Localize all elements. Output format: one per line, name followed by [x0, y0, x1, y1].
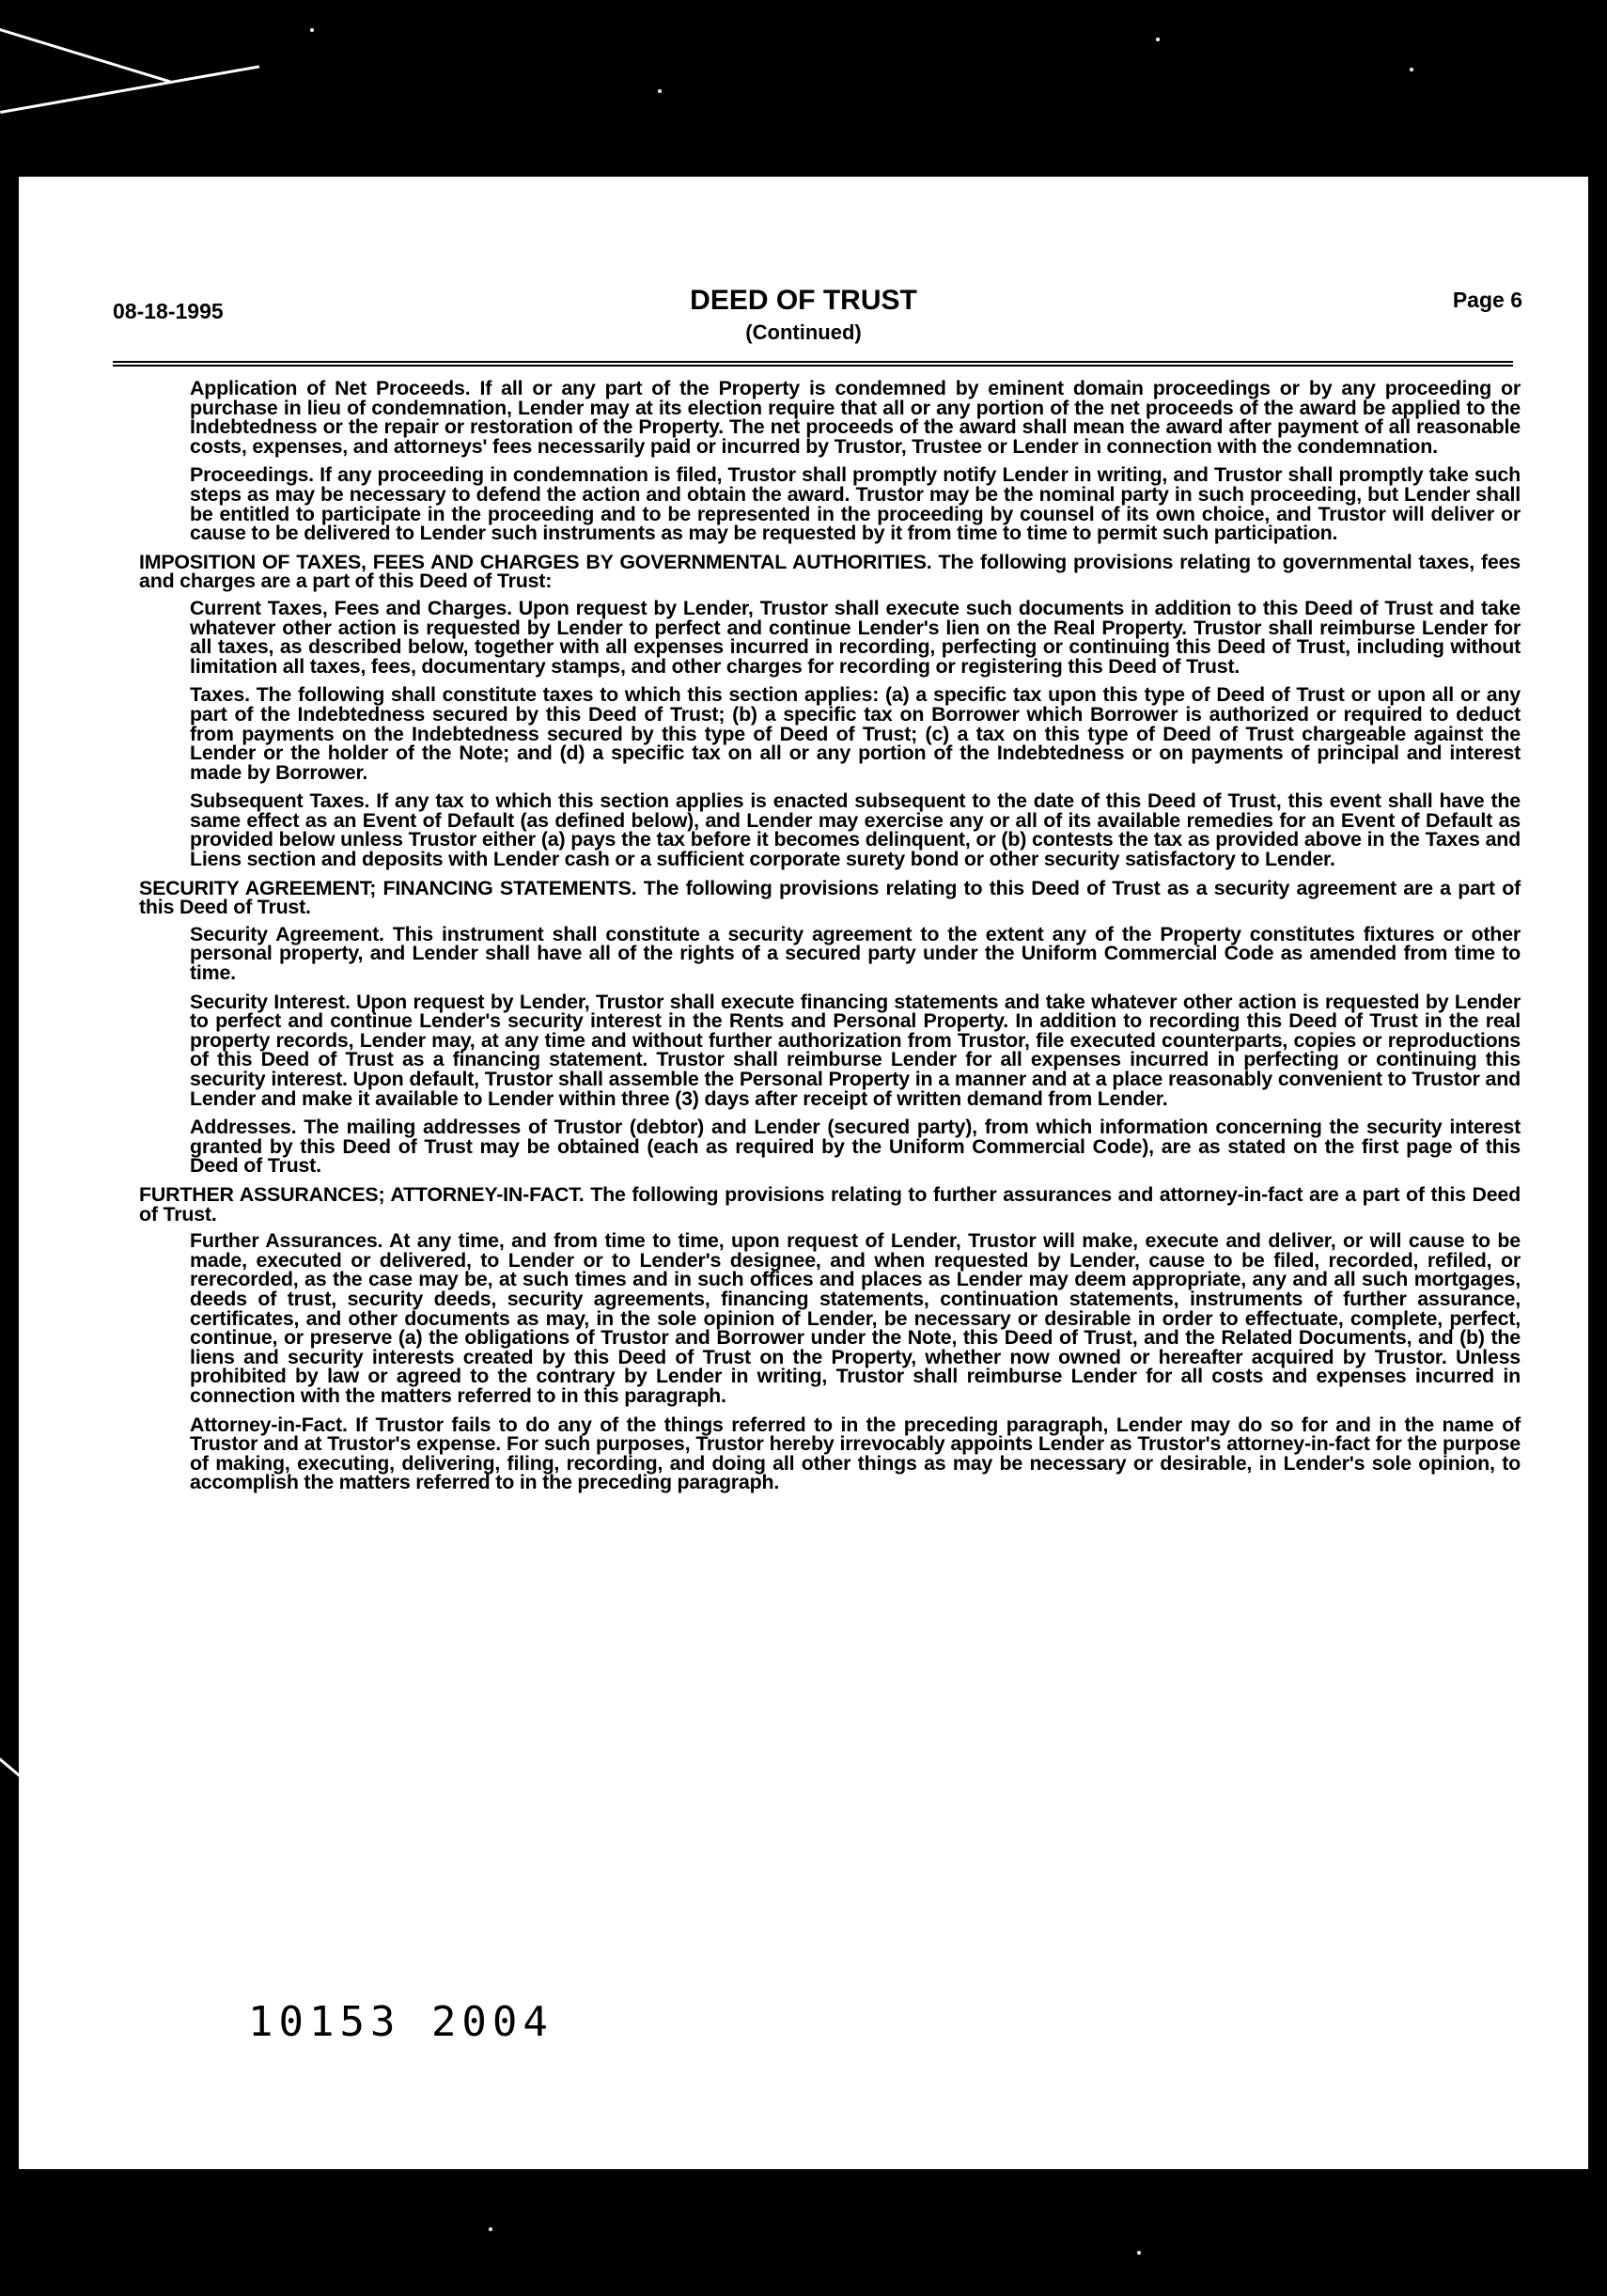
- scan-speck: [1137, 2251, 1141, 2255]
- section-security-agreement: SECURITY AGREEMENT; FINANCING STATEMENTS. The following provisions relating to this Deed of Trust as a security agreement are a part of this Deed of Trust.: [139, 876, 1521, 919]
- section-further-assurances: FURTHER ASSURANCES; ATTORNEY-IN-FACT. The following provisions relating to further assurances and attorney-in-fact are a part of this Deed of Trust.: [139, 1182, 1521, 1226]
- document-number: 10153 2004: [248, 1998, 554, 2046]
- paragraph-proceedings: Proceedings. If any proceeding in condemnation is filed, Trustor shall promptly notify Lender in writing, and Trustor shall promptly take such steps as may be necessary to defend the action and obtain the award. Trustor may be the nominal party in such proceeding, but Lender shall be entitled to participate in the proceeding and to be represented in the proceeding by counsel of its own choice, and Trustor will deliver or cause to be delivered to Lender such instruments as may be requested by it from time to time to permit such participation.: [190, 463, 1521, 545]
- document-date: 08-18-1995: [113, 299, 224, 323]
- document-page: [19, 177, 1588, 2169]
- document-body: [139, 379, 1521, 1502]
- scan-artifact-line: [0, 65, 259, 114]
- paragraph-addresses: Addresses. The mailing addresses of Trustor (debtor) and Lender (secured party), from which information concerning the security interest granted by this Deed of Trust may be obtained (each as required by the Uniform Commercial Code), are as stated on the first page of this Deed of Trust.: [190, 1116, 1521, 1178]
- scan-speck: [489, 2227, 492, 2231]
- document-title: DEED OF TRUST: [690, 285, 917, 316]
- scan-artifact-line: [0, 28, 171, 83]
- paragraph-subsequent-taxes: Subsequent Taxes. If any tax to which this section applies is enacted subsequent to the date of this Deed of Trust, this event shall have the same effect as an Event of Default (as defined below), and Lender may exercise any or all of its available remedies for an Event of Default as provided below unless Trustor either (a) pays the tax before it becomes delinquent, or (b) contests the tax as provided above in the Taxes and Liens section and deposits with Lender cash or a sufficient corporate surety bond or other security satisfactory to Lender.: [190, 789, 1521, 871]
- paragraph-further-assurances: Further Assurances. At any time, and from time to time, upon request of Lender, Trustor will make, execute and deliver, or will cause to be made, executed or delivered, to Lender or to Lender's designee, and when requested by Lender, cause to be filed, recorded, refiled, or rerecorded, as the case may be, at such times and in such offices and places as Lender may deem appropriate, any and all such mortgages, deeds of trust, security deeds, security agreements, financing statements, continuation statements, instruments of further assurance, certificates, and other documents as may, in the sole opinion of Lender, be necessary or desirable in order to effectuate, complete, perfect, continue, or preserve (a) the obligations of Trustor and Borrower under the Note, this Deed of Trust, and the Related Documents, and (b) the liens and security interests created by this Deed of Trust on the Property, whether now owned or hereafter acquired by Trustor. Unless prohibited by law or agreed to the contrary by Lender in writing, Trustor shall reimburse Lender for all costs and expenses incurred in connection with the matters referred to in this paragraph.: [190, 1229, 1521, 1407]
- header-divider: [113, 361, 1513, 363]
- paragraph-security-agreement: Security Agreement. This instrument shall constitute a security agreement to the extent any of the Property constitutes fixtures or other personal property, and Lender shall have all of the rights of a secured party under the Uniform Commercial Code as amended from time to time.: [190, 922, 1521, 985]
- document-subtitle: (Continued): [745, 320, 862, 344]
- paragraph-current-taxes: Current Taxes, Fees and Charges. Upon request by Lender, Trustor shall execute such documents in addition to this Deed of Trust and take whatever other action is requested by Lender to perfect and continue Lender's lien on the Real Property. Trustor shall reimburse Lender for all taxes, as described below, together with all expenses incurred in recording, perfecting or continuing this Deed of Trust, including without limitation all taxes, fees, documentary stamps, and other charges for recording or registering this Deed of Trust.: [190, 596, 1521, 678]
- paragraph-taxes: Taxes. The following shall constitute taxes to which this section applies: (a) a specific tax upon this type of Deed of Trust or upon all or any part of the Indebtedness secured by this Deed of Trust; (b) a specific tax on Borrower which Borrower is authorized or required to deduct from payments on the Indebtedness secured by this type of Deed of Trust; (c) a tax on this type of Deed of Trust chargeable against the Lender or the holder of the Note; and (d) a specific tax on all or any portion of the Indebtedness or on payments of principal and interest made by Borrower.: [190, 683, 1521, 784]
- page-number: Page 6: [1452, 288, 1522, 312]
- paragraph-security-interest: Security Interest. Upon request by Lender, Trustor shall execute financing statements and take whatever other action is requested by Lender to perfect and continue Lender's security interest in the Rents and Personal Property. In addition to recording this Deed of Trust in the real property records, Lender may, at any time and without further authorization from Trustor, file executed counterparts, copies or reproductions of this Deed of Trust as a financing statement. Trustor shall reimburse Lender for all expenses incurred in perfecting or continuing this security interest. Upon default, Trustor shall assemble the Personal Property in a manner and at a place reasonably convenient to Trustor and Lender and make it available to Lender within three (3) days after receipt of written demand from Lender.: [190, 990, 1521, 1110]
- header-divider: [113, 365, 1513, 367]
- paragraph-net-proceeds: Application of Net Proceeds. If all or any part of the Property is condemned by eminent domain proceedings or by any proceeding or purchase in lieu of condemnation, Lender may at its election require that all or any portion of the net proceeds of the award be applied to the Indebtedness or the repair or restoration of the Property. The net proceeds of the award shall mean the award after payment of all reasonable costs, expenses, and attorneys' fees necessarily paid or incurred by Trustor, Trustee or Lender in connection with the condemnation.: [190, 377, 1521, 458]
- scan-speck: [658, 89, 662, 93]
- scan-speck: [310, 28, 314, 32]
- section-taxes-fees-charges: IMPOSITION OF TAXES, FEES AND CHARGES BY GOVERNMENTAL AUTHORITIES. The following provisions relating to governmental taxes, fees and charges are a part of this Deed of Trust:: [139, 550, 1521, 593]
- scan-speck: [1410, 68, 1413, 71]
- paragraph-attorney-in-fact: Attorney-in-Fact. If Trustor fails to do any of the things referred to in the preceding paragraph, Lender may do so for and in the name of Trustor and at Trustor's expense. For such purposes, Trustor hereby irrevocably appoints Lender as Trustor's attorney-in-fact for the purpose of making, executing, delivering, filing, recording, and doing all other things as may be necessary or desirable, in Lender's sole opinion, to accomplish the matters referred to in the preceding paragraph.: [190, 1413, 1521, 1494]
- scan-speck: [1156, 38, 1160, 41]
